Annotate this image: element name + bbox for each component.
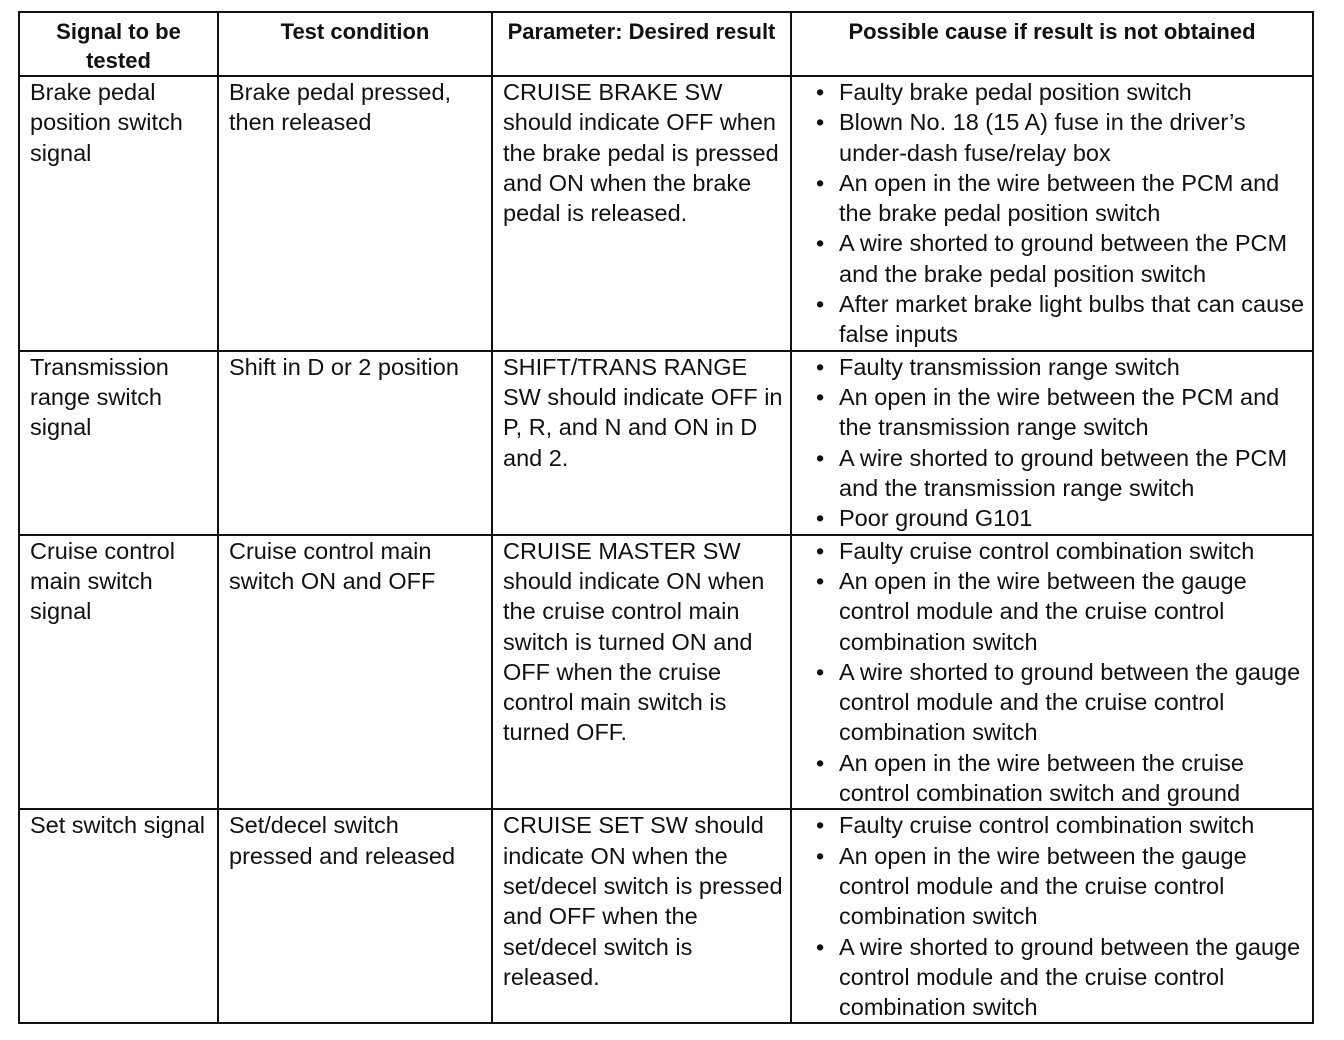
cause-item: • A wire shorted to ground between the PCM and the brake pedal position switch bbox=[802, 228, 1306, 289]
cause-item: • Faulty cruise control combination switch bbox=[802, 536, 1306, 566]
causes-cell bbox=[791, 76, 1313, 351]
cause-item: • An open in the wire between the gauge control module and the cruise control combination switch bbox=[802, 841, 1306, 932]
parameter-cell: CRUISE SET SW should indicate ON when the set/decel switch is pressed and OFF when the set/decel switch is released. bbox=[492, 809, 791, 1023]
table-row bbox=[19, 351, 1313, 535]
header-signal: Signal to be tested bbox=[19, 12, 218, 76]
cause-item: • A wire shorted to ground between the PCM and the transmission range switch bbox=[802, 443, 1306, 504]
cause-item: • After market brake light bulbs that can cause false inputs bbox=[802, 289, 1306, 350]
diagnostic-table bbox=[18, 11, 1314, 1024]
cause-item: • Faulty cruise control combination switch bbox=[802, 810, 1306, 840]
signal-cell: Cruise control main switch signal bbox=[19, 535, 218, 810]
header-possible-cause: Possible cause if result is not obtained bbox=[791, 12, 1313, 76]
causes-cell bbox=[791, 351, 1313, 535]
causes-cell bbox=[791, 809, 1313, 1023]
cause-item: • An open in the wire between the PCM and the brake pedal position switch bbox=[802, 168, 1306, 229]
cause-item: • A wire shorted to ground between the gauge control module and the cruise control combination switch bbox=[802, 657, 1306, 748]
cause-item: • Poor ground G101 bbox=[802, 503, 1306, 533]
header-row bbox=[19, 12, 1313, 76]
parameter-cell: SHIFT/TRANS RANGE SW should indicate OFF in P, R, and N and ON in D and 2. bbox=[492, 351, 791, 535]
condition-cell: Set/decel switch pressed and released bbox=[218, 809, 492, 1023]
cause-item: • An open in the wire between the cruise control combination switch and ground bbox=[802, 748, 1306, 809]
cause-list bbox=[802, 810, 1306, 1022]
condition-cell: Brake pedal pressed, then released bbox=[218, 76, 492, 351]
table-row bbox=[19, 535, 1313, 810]
cause-list bbox=[802, 352, 1306, 534]
cause-list bbox=[802, 77, 1306, 350]
signal-cell: Transmission range switch signal bbox=[19, 351, 218, 535]
header-test-condition: Test condition bbox=[218, 12, 492, 76]
signal-cell: Set switch signal bbox=[19, 809, 218, 1023]
table-row bbox=[19, 809, 1313, 1023]
table-row bbox=[19, 76, 1313, 351]
header-parameter: Parameter: Desired result bbox=[492, 12, 791, 76]
cause-item: • Faulty brake pedal position switch bbox=[802, 77, 1306, 107]
table-body bbox=[19, 76, 1313, 1023]
cause-item: • An open in the wire between the gauge control module and the cruise control combination switch bbox=[802, 566, 1306, 657]
signal-cell: Brake pedal position switch signal bbox=[19, 76, 218, 351]
cause-item: • Blown No. 18 (15 A) fuse in the driver’s under-dash fuse/relay box bbox=[802, 107, 1306, 168]
parameter-cell: CRUISE BRAKE SW should indicate OFF when the brake pedal is pressed and ON when the brake pedal is released. bbox=[492, 76, 791, 351]
causes-cell bbox=[791, 535, 1313, 810]
condition-cell: Shift in D or 2 position bbox=[218, 351, 492, 535]
parameter-cell: CRUISE MASTER SW should indicate ON when the cruise control main switch is turned ON and OFF when the cruise control main switch is turned OFF. bbox=[492, 535, 791, 810]
cause-item: • A wire shorted to ground between the gauge control module and the cruise control combination switch bbox=[802, 932, 1306, 1023]
table-header bbox=[19, 12, 1313, 76]
cause-list bbox=[802, 536, 1306, 809]
cause-item: • An open in the wire between the PCM and the transmission range switch bbox=[802, 382, 1306, 443]
cause-item: • Faulty transmission range switch bbox=[802, 352, 1306, 382]
condition-cell: Cruise control main switch ON and OFF bbox=[218, 535, 492, 810]
